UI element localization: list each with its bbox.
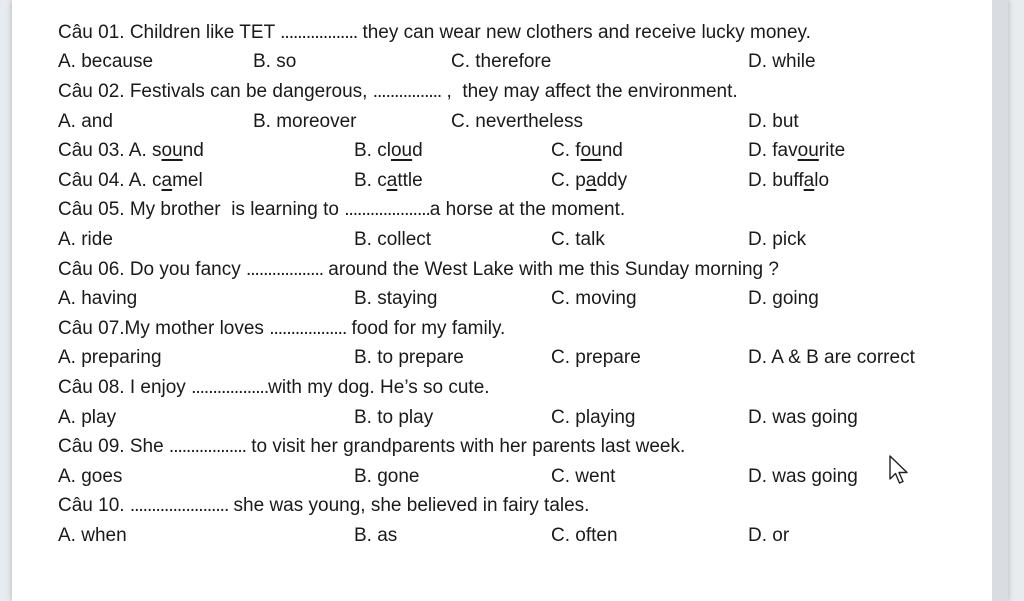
answer-blank: .................... — [344, 199, 430, 221]
stem-text: to visit her grandparents with her parents last week. — [245, 436, 686, 458]
option-c[interactable]: C. often — [551, 524, 618, 546]
stem-text: nd — [182, 140, 204, 162]
question-2-stem — [58, 77, 988, 107]
question-6-stem — [58, 255, 988, 285]
stem-text: Câu 02. Festivals can be dangerous, — [58, 80, 373, 102]
option-d[interactable]: D. while — [748, 51, 816, 73]
question-1-stem — [58, 18, 988, 48]
question-10-options — [58, 521, 988, 551]
option-c[interactable]: C. nevertheless — [451, 110, 584, 132]
stem-text: Câu 03. A. s — [58, 140, 162, 162]
question-4-stem — [58, 166, 988, 196]
option-d[interactable]: D. was going — [748, 406, 858, 428]
underlined-sound: a — [803, 169, 815, 191]
stem-text: they can wear new clothers and receive lucky money. — [357, 21, 811, 43]
option-d[interactable]: D. pick — [748, 228, 807, 250]
stem-text: a horse at the moment. — [429, 199, 626, 221]
underlined-sound: ou — [161, 140, 183, 162]
option-d[interactable] — [748, 170, 829, 192]
question-2-options — [58, 107, 988, 137]
question-list — [58, 18, 988, 551]
option-b[interactable]: B. to play — [354, 406, 434, 428]
stem-text: she was young, she believed in fairy tales. — [228, 495, 590, 517]
option-b[interactable] — [354, 140, 423, 162]
question-5-stem — [58, 196, 988, 226]
option-b[interactable] — [354, 170, 423, 192]
stem-text: around the West Lake with me this Sunday morning ? — [323, 258, 779, 280]
stem-text: Câu 09. She — [58, 436, 169, 458]
answer-blank: .................. — [269, 317, 347, 339]
option-b[interactable]: B. collect — [354, 228, 432, 250]
option-a[interactable]: A. when — [58, 524, 127, 546]
stem-text: Câu 05. My brother is learning to — [58, 199, 345, 221]
document-page — [12, 0, 1008, 601]
option-c[interactable] — [551, 140, 623, 162]
option-b[interactable]: B. gone — [354, 465, 420, 487]
question-7-options — [58, 344, 988, 374]
option-a[interactable]: A. preparing — [58, 347, 162, 369]
option-text: rite — [818, 140, 846, 162]
underlined-sound: a — [161, 169, 173, 191]
question-3-stem — [58, 136, 988, 166]
answer-blank: .................. — [191, 376, 269, 398]
option-d[interactable]: D. going — [748, 288, 819, 310]
underlined-sound: a — [386, 169, 398, 191]
underlined-sound: ou — [797, 140, 819, 162]
answer-blank: .................. — [280, 21, 358, 43]
question-10-stem — [58, 492, 988, 522]
question-9-options — [58, 462, 988, 492]
option-a[interactable]: A. ride — [58, 228, 113, 250]
option-text: C. f — [551, 140, 581, 162]
option-text: D. fav — [748, 140, 798, 162]
option-b[interactable]: B. as — [354, 524, 398, 546]
option-a[interactable]: A. and — [58, 110, 113, 132]
stem-text: with my dog. He’s so cute. — [268, 376, 490, 398]
option-c[interactable]: C. talk — [551, 228, 605, 250]
answer-blank: ................ — [372, 80, 442, 102]
option-c[interactable]: C. moving — [551, 288, 637, 310]
stem-text: , they may affect the environment. — [441, 80, 738, 102]
option-text: ttle — [397, 169, 423, 191]
option-text: B. cl — [354, 140, 391, 162]
stem-text: Câu 07.My mother loves — [58, 317, 270, 339]
option-c[interactable]: C. therefore — [451, 51, 552, 73]
question-6-options — [58, 284, 988, 314]
option-b[interactable]: B. moreover — [253, 110, 357, 132]
answer-blank: .................. — [246, 258, 324, 280]
question-1-options — [58, 48, 988, 78]
question-8-stem — [58, 373, 988, 403]
stem-text: food for my family. — [346, 317, 506, 339]
mouse-cursor-icon — [888, 455, 910, 485]
question-9-stem — [58, 432, 988, 462]
stem-text: Câu 10. — [58, 495, 130, 517]
option-b[interactable]: B. to prepare — [354, 347, 464, 369]
option-text: D. buff — [748, 169, 804, 191]
underlined-sound: ou — [390, 140, 413, 162]
option-d[interactable]: D. but — [748, 110, 799, 132]
window-edge — [992, 0, 1008, 601]
option-text: B. c — [354, 169, 387, 191]
underlined-sound: a — [585, 169, 597, 191]
option-text: lo — [814, 169, 830, 191]
question-8-options — [58, 403, 988, 433]
option-text: C. p — [551, 169, 586, 191]
question-5-options — [58, 225, 988, 255]
option-b[interactable]: B. staying — [354, 288, 438, 310]
option-c[interactable]: C. prepare — [551, 347, 641, 369]
option-a[interactable]: A. having — [58, 288, 138, 310]
question-7-stem — [58, 314, 988, 344]
option-text: ddy — [596, 169, 628, 191]
option-c[interactable]: C. playing — [551, 406, 636, 428]
option-a[interactable]: A. play — [58, 406, 117, 428]
option-text: d — [412, 140, 423, 162]
underlined-sound: ou — [580, 140, 602, 162]
option-a[interactable]: A. because — [58, 51, 154, 73]
option-b[interactable]: B. so — [253, 51, 297, 73]
stem-text: Câu 04. A. c — [58, 169, 162, 191]
answer-blank: ....................... — [129, 495, 229, 517]
option-d[interactable]: D. or — [748, 524, 790, 546]
option-c[interactable] — [551, 170, 627, 192]
option-c[interactable]: C. went — [551, 465, 616, 487]
option-d[interactable]: D. was going — [748, 465, 858, 487]
stem-text: Câu 01. Children like TET — [58, 21, 281, 43]
answer-blank: .................. — [168, 436, 246, 458]
stem-text: Câu 06. Do you fancy — [58, 258, 246, 280]
stem-text: Câu 08. I enjoy — [58, 376, 192, 398]
option-a[interactable]: A. goes — [58, 465, 123, 487]
option-d[interactable] — [748, 140, 845, 162]
option-text: nd — [601, 140, 623, 162]
stem-text: mel — [172, 169, 203, 191]
option-d[interactable]: D. A & B are correct — [748, 347, 915, 369]
